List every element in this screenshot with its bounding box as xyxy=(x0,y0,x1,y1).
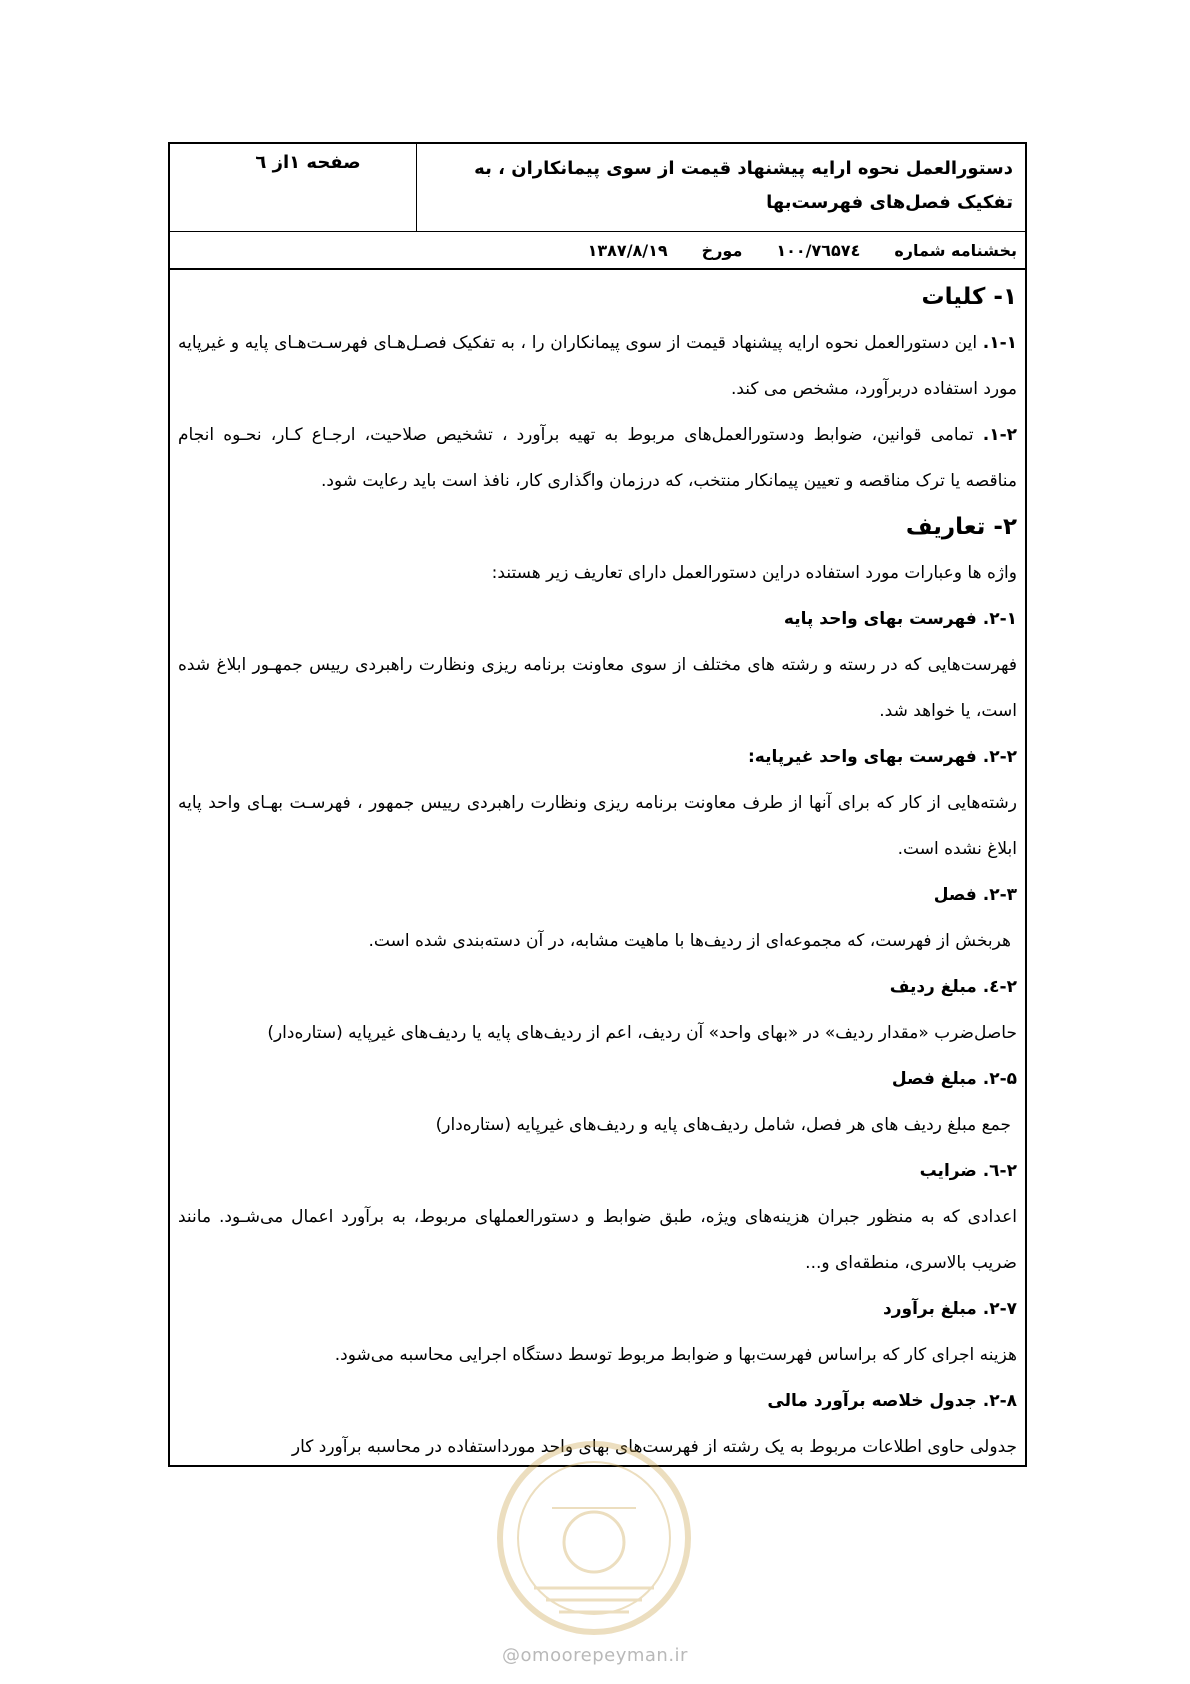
section-2-intro: واژه ها وعبارات مورد استفاده دراین دستورالعمل دارای تعاریف زیر هستند: xyxy=(491,563,1017,583)
document-header xyxy=(170,144,1025,232)
definition-2-2-text: رشته‌هایی از کار که برای آنها از طرف معاونت برنامه ریزی ونظارت راهبردی رییس جمهور ، فهرسـت بهـای واحد پایه ابلاغ نشده است. xyxy=(178,793,1017,859)
circular-info xyxy=(170,232,1025,270)
paragraph-1-1 xyxy=(178,320,1017,412)
paragraph-1-2-number: ۱-۲. xyxy=(982,425,1017,445)
definition-2-5-title: ۲-۵. مبلغ فصل xyxy=(891,1069,1017,1089)
definition-2-3-title: ۲-۳. فصل xyxy=(933,885,1017,905)
paragraph-1-1-text: این دستورالعمل نحوه ارایه پیشنهاد قیمت از سوی پیمانکاران را ، به تفکیک فصـل‌هـای فهرسـت‌هـای پایه و غیرپایه مورد استفاده دربرآورد، مشخص می کند. xyxy=(178,333,1017,399)
circular-date-label: مورخ xyxy=(701,240,743,260)
circular-number-label: بخشنامه شماره xyxy=(894,240,1017,260)
page-number: صفحه ۱از ٦ xyxy=(255,152,361,173)
section-2-title: ۲- تعاریف xyxy=(905,514,1017,540)
definition-2-7-text: هزینه اجرای کار که براساس فهرست‌بها و ضوابط مربوط توسط دستگاه اجرایی محاسبه می‌شود. xyxy=(334,1345,1017,1365)
definition-2-6-text: اعدادی که به منظور جبران هزینه‌های ویژه، طبق ضوابط و دستورالعملهای مربوط، به برآورد اعمال می‌شـود. مانند ضریب بالاسری، منطقه‌ای و... xyxy=(178,1207,1017,1273)
definition-2-2-title: ۲-۲. فهرست بهای واحد غیرپایه: xyxy=(747,747,1017,767)
definition-2-4-text: حاصل‌ضرب «مقدار ردیف» در «بهای واحد» آن ردیف، اعم از ردیف‌های پایه یا ردیف‌های غیرپایه (ستاره‌دار) xyxy=(267,1023,1017,1043)
definition-2-5-text: جمع مبلغ ردیف های هر فصل، شامل ردیف‌های پایه و ردیف‌های غیرپایه (ستاره‌دار) xyxy=(435,1115,1011,1135)
definition-2-8-title: ۲-۸. جدول خلاصه برآورد مالی xyxy=(767,1391,1017,1411)
document-title: دستورالعمل نحوه ارایه پیشنهاد قیمت از سوی پیمانکاران ، به تفکیک فصل‌های فهرست‌بها xyxy=(416,144,1025,231)
watermark-seal-icon xyxy=(474,1438,714,1638)
circular-date: ۱۳۸۷/۸/۱۹ xyxy=(587,240,668,260)
definition-2-7-title: ۲-۷. مبلغ برآورد xyxy=(883,1299,1017,1319)
paragraph-1-1-number: ۱-۱. xyxy=(982,333,1017,353)
definition-2-6-title: ۲-٦. ضرایب xyxy=(919,1161,1017,1181)
definition-2-1-text: فهرست‌هایی که در رسته و رشته های مختلف از سوی معاونت برنامه ریزی ونظارت راهبردی رییس جمهـور ابلاغ شده است، یا خواهد شد. xyxy=(178,655,1017,721)
document-frame xyxy=(168,142,1027,1467)
paragraph-1-2 xyxy=(178,412,1017,504)
footer-watermark: @omoorepeyman.ir xyxy=(502,1645,688,1666)
section-1-title: ۱- کلیات xyxy=(921,284,1017,310)
definition-2-1-title: ۲-۱. فهرست بهای واحد پایه xyxy=(783,609,1017,629)
document-body xyxy=(170,270,1025,1470)
definition-2-3-text: هربخش از فهرست، که مجموعه‌ای از ردیف‌ها با ماهیت مشابه، در آن دسته‌بندی شده است. xyxy=(368,931,1011,951)
paragraph-1-2-text: تمامی قوانین، ضوابط ودستورالعمل‌های مربوط به تهیه برآورد ، تشخیص صلاحیت، ارجـاع کـار، نحـوه انجام مناقصه یا ترک مناقصه و تعیین پیمانکار منتخب، که درزمان واگذاری کار، نافذ است باید رعایت شود. xyxy=(178,425,1017,491)
definition-2-8-text: جدولی حاوی اطلاعات مربوط به یک رشته از فهرست‌های بهای واحد مورداستفاده در محاسبه برآورد کار xyxy=(291,1437,1017,1457)
circular-number: ۱۰۰/۷٦۵۷٤ xyxy=(776,240,861,260)
definition-2-4-title: ۲-٤. مبلغ ردیف xyxy=(889,977,1017,997)
